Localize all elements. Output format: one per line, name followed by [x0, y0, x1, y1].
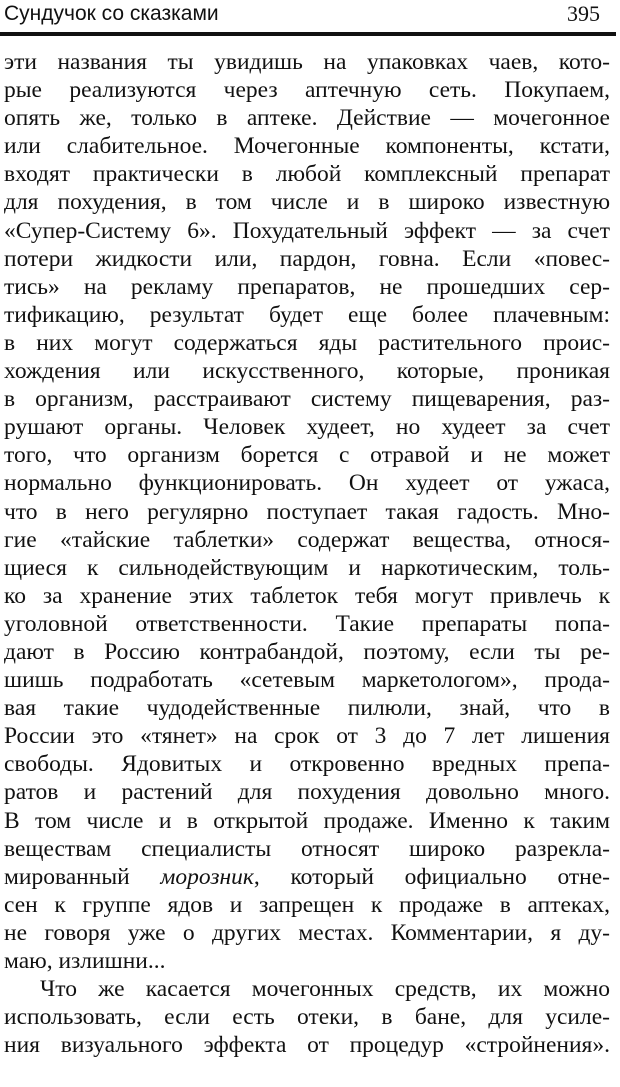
text-line: вая такие чудодейственные пилюли, знай, что в — [4, 695, 610, 722]
text-line: ко за хранение этих таблеток тебя могут привлечь к — [4, 582, 610, 609]
text-line: для похудения, в том числе и в широко известную — [4, 189, 610, 216]
text-line: рушают органы. Человек худеет, но худеет за счет — [4, 414, 610, 441]
text-line: «Супер-Систему 6». Похудательный эффект — за счет — [4, 217, 610, 244]
text-line: или слабительное. Мочегонные компоненты, кстати, — [4, 133, 610, 160]
text-line: использовать, если есть отеки, в бане, для усиле- — [4, 1004, 610, 1031]
text-line: потери жидкости или, пардон, говна. Если «повес- — [4, 245, 610, 272]
emphasized-term: морозник — [160, 863, 254, 890]
text-line: дают в Россию контрабандой, поэтому, если ты ре- — [4, 638, 610, 665]
text-line: России это «тянет» на срок от 3 до 7 лет лишения — [4, 723, 610, 750]
text-line: веществам специалисты относят широко разрекла- — [4, 835, 610, 862]
text-line: маю, излишни... — [4, 948, 166, 974]
text-line: тификацию, результат будет еще более плачевным: — [4, 301, 610, 328]
text-line: входят практически в любой комплексный препарат — [4, 161, 610, 188]
page-number: 395 — [567, 1, 600, 26]
text-line: не говоря уже о других местах. Комментарии, я ду- — [4, 919, 610, 946]
text-line: свободы. Ядовитых и откровенно вредных препа- — [4, 751, 610, 778]
text-fragment: , который официально отне- — [253, 863, 610, 890]
text-line: опять же, только в аптеке. Действие — мочегонное — [4, 105, 610, 132]
text-line: В том числе и в открытой продаже. Именно к таким — [4, 807, 610, 834]
text-line: рые реализуются через аптечную сеть. Покупаем, — [4, 77, 610, 104]
paragraph-first-line: Что же касается мочегонных средств, их можно — [40, 976, 610, 1003]
text-line: нормально функционировать. Он худеет от ужаса, — [4, 470, 610, 497]
text-line: ния визуального эффекта от процедур «стройнения». — [4, 1032, 610, 1059]
text-line: ратов и растений для похудения довольно много. — [4, 779, 610, 806]
running-title: Сундучок со сказками — [4, 2, 219, 25]
text-line-with-emphasis — [4, 863, 610, 891]
body-text — [4, 48, 610, 1059]
text-line: эти названия ты увидишь на упаковках чаев, кото- — [4, 49, 610, 75]
running-head — [4, 0, 600, 30]
text-line: гие «тайские таблетки» содержат вещества, относя- — [4, 526, 610, 553]
header-rule — [0, 32, 616, 36]
text-fragment: мированный — [4, 863, 161, 890]
text-line: сен к группе ядов и запрещен к продаже в аптеках, — [4, 891, 610, 918]
text-line: тись» на рекламу препаратов, не прошедших сер- — [4, 273, 610, 300]
text-line: того, что организм борется с отравой и не может — [4, 442, 610, 469]
text-line: в них могут содержаться яды растительного проис- — [4, 329, 610, 356]
text-line: шишь подработать «сетевым маркетологом», прода- — [4, 667, 610, 694]
text-line: в организм, расстраивают систему пищеварения, раз- — [4, 386, 610, 413]
text-line: щиеся к сильнодействующим и наркотическим, толь- — [4, 554, 610, 581]
text-line: что в него регулярно поступает такая гадость. Мно- — [4, 498, 610, 525]
text-line: уголовной ответственности. Такие препараты попа- — [4, 610, 610, 637]
text-line: хождения или искусственного, которые, проникая — [4, 358, 610, 385]
